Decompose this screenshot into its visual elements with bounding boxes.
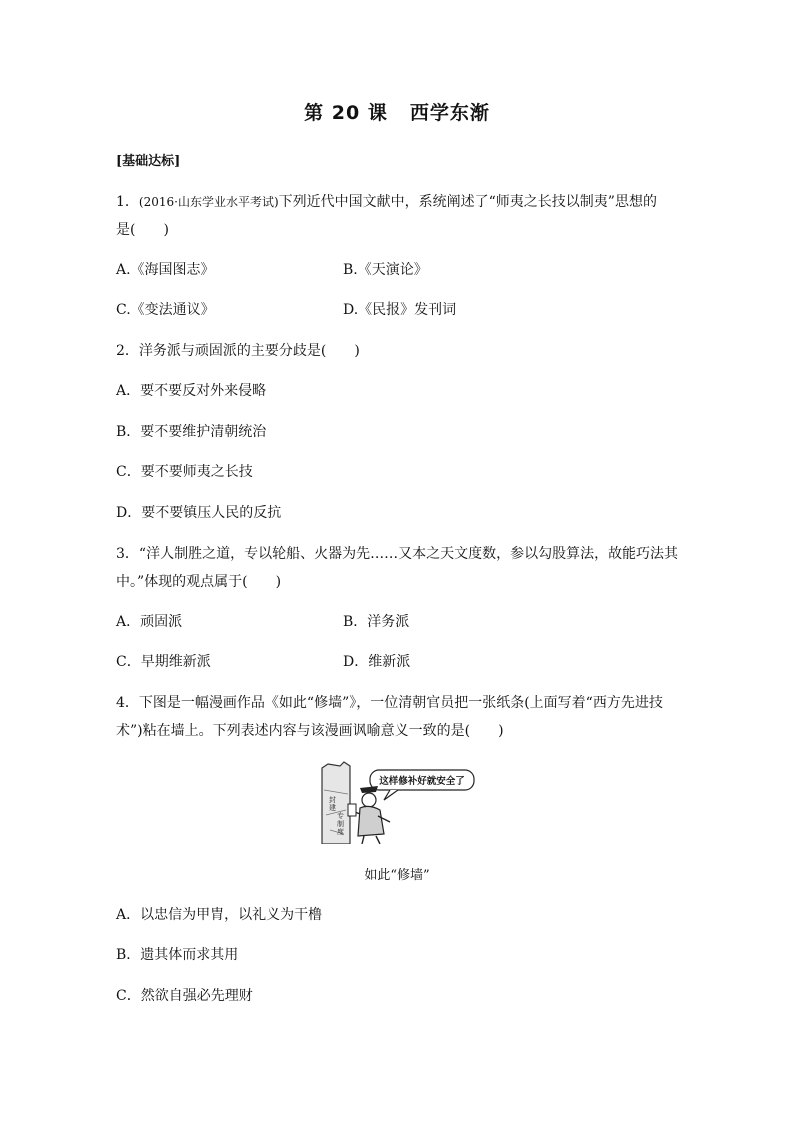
lesson-number: 第 20 课 [304,102,388,124]
q3-option-d: D．维新派 [343,654,411,670]
q1-option-b: B.《天演论》 [343,262,428,278]
figure-caption: 如此“修墙” [364,868,430,883]
q1-option-d: D.《民报》发刊词 [343,302,457,318]
q4-option-b: B．遗其体而求其用 [116,947,239,963]
q3-option-c: C．早期维新派 [116,654,211,670]
q2-option-b: B．要不要维护清朝统治 [116,424,267,440]
question-2-stem: 2．洋务派与顽固派的主要分歧是( ) [116,343,360,359]
section-heading: [基础达标] [116,154,181,169]
q2-option-d: D．要不要镇压人民的反抗 [116,505,282,521]
official-head [362,793,376,807]
paper-strip [348,804,356,816]
page-title [0,98,794,125]
wall-label-2: 建 [329,804,336,812]
q3-option-a: A．顽固派 [116,614,183,630]
q2-option-a: A．要不要反对外来侵略 [116,383,267,399]
cartoon-figure [320,760,476,844]
question-3-stem-cont: 中。”体现的观点属于( ) [116,574,282,590]
question-number: 1． [116,194,139,210]
question-1-stem [116,193,657,211]
question-4-stem: 4．下图是一幅漫画作品《如此“修墙”》，一位清朝官员把一张纸条(上面写着“西方先进技 [116,695,663,711]
wall-label-5: 度 [337,828,344,836]
q3-option-b: B．洋务派 [343,614,410,630]
lesson-name: 西学东渐 [409,102,490,124]
question-text: 下列近代中国文献中，系统阐述了“师夷之长技以制夷”思想的 [278,194,657,210]
question-1-stem-cont: 是( ) [116,222,169,238]
question-4-stem-cont: 术”)粘在墙上。下列表述内容与该漫画讽喻意义一致的是( ) [116,723,504,739]
speech-bubble-tail [384,790,398,800]
speech-bubble-text: 这样修补好就安全了 [379,776,465,787]
q2-option-c: C．要不要师夷之长技 [116,464,253,480]
official-body [358,806,384,836]
wall-label-4: 制 [337,820,344,828]
q4-option-c: C．然欲自强必先理财 [116,988,253,1004]
q4-option-a: A．以忠信为甲胄，以礼义为干橹 [116,907,323,923]
q1-option-a: A.《海国图志》 [116,262,215,278]
question-source: (2016·山东学业水平考试) [138,195,279,209]
wall-label-1: 封 [329,796,336,804]
q1-option-c: C.《变法通议》 [116,302,215,318]
wall-label-3: 专 [337,812,344,820]
official-legs [362,836,380,844]
question-3-stem: 3．“洋人制胜之道，专以轮船、火器为先……又本之天文度数，参以勾股算法，故能巧法其 [116,546,679,562]
official-hat [360,786,378,793]
